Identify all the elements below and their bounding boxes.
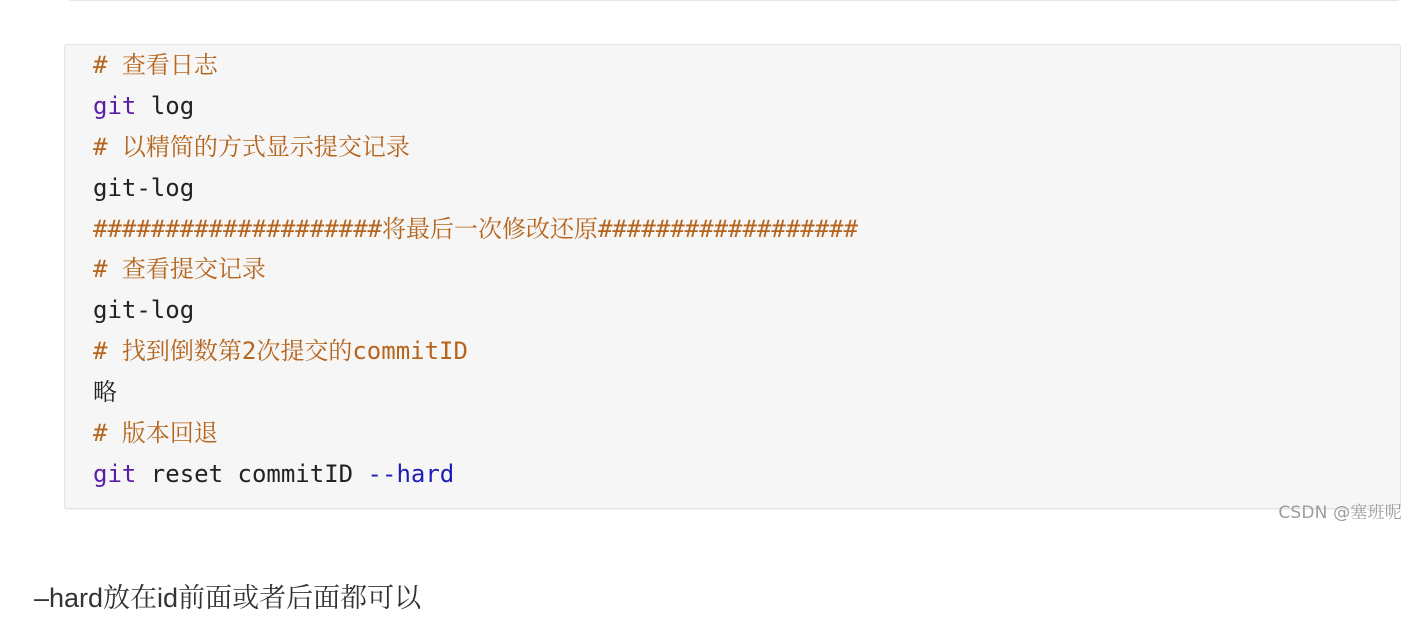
code-comment: # 版本回退 <box>93 419 218 448</box>
code-command-keyword: git <box>93 91 137 120</box>
code-line <box>93 372 858 413</box>
code-comment: # 找到倒数第2次提交的commitID <box>93 337 468 366</box>
code-comment: # 以精简的方式显示提交记录 <box>93 132 410 161</box>
code-block[interactable] <box>64 44 1401 509</box>
code-text: 略 <box>93 378 117 407</box>
code-comment: # 查看提交记录 <box>93 255 266 284</box>
code-command-args: log <box>136 91 195 120</box>
code-line <box>93 413 858 454</box>
code-line <box>93 290 858 331</box>
code-line <box>93 86 858 127</box>
code-line <box>93 331 858 372</box>
code-line <box>93 209 858 250</box>
code-command-flag: --hard <box>367 459 455 488</box>
body-paragraph: –hard放在id前面或者后面都可以 <box>34 583 422 613</box>
code-line <box>93 454 858 495</box>
code-line <box>93 249 858 290</box>
code-text: git-log <box>93 173 195 202</box>
previous-block-edge <box>68 0 1400 1</box>
code-line <box>93 45 858 86</box>
code-command-keyword: git <box>93 459 137 488</box>
code-line <box>93 168 858 209</box>
code-line <box>93 127 858 168</box>
watermark: CSDN @塞班呢 <box>1278 503 1402 523</box>
code-comment: # 查看日志 <box>93 51 218 79</box>
code-comment: ####################将最后一次修改还原################## <box>93 214 859 243</box>
code-command-args: reset commitID <box>136 459 368 488</box>
code-lines <box>93 45 858 495</box>
code-text: git-log <box>93 296 195 325</box>
